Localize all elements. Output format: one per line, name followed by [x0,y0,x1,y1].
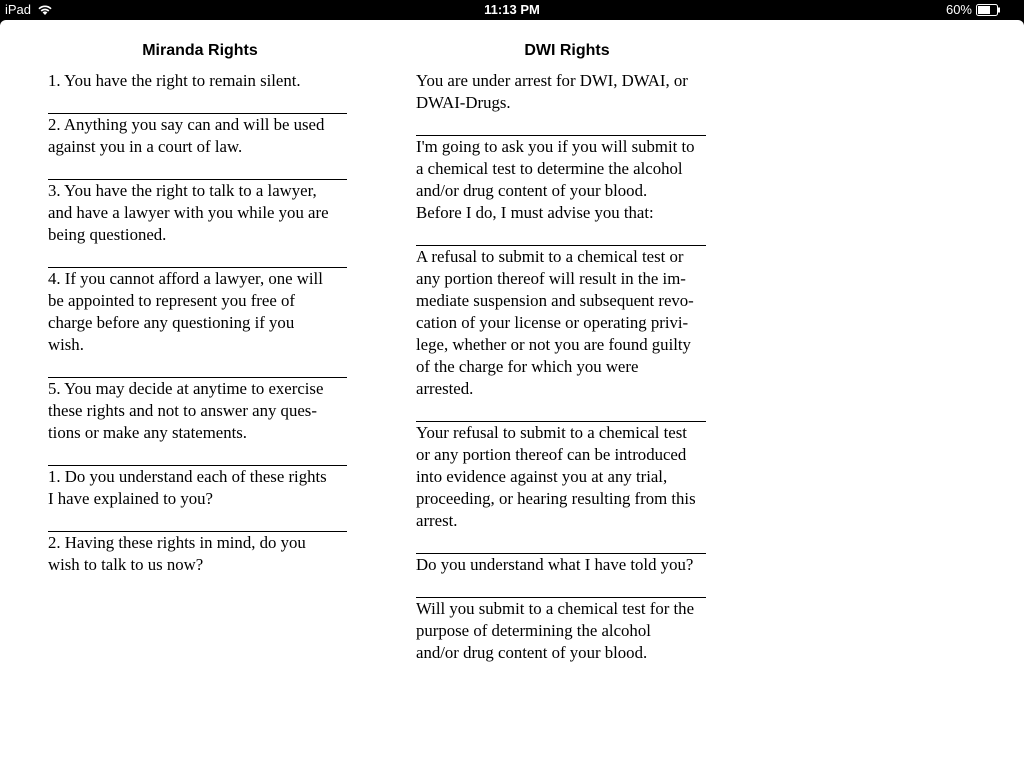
miranda-item: 1. You have the right to remain silent. [48,71,301,90]
battery-percentage: 60% [945,2,972,17]
dwi-rights-column [416,40,722,664]
miranda-question: 1. Do you understand each of these rights I have explained to you? [48,467,327,508]
answer-line [48,356,347,378]
dwi-question: Do you understand what I have told you? [416,555,694,574]
miranda-rights-column [48,40,354,576]
miranda-item: 3. You have the right to talk to a lawyer, and have a lawyer with you while you are being questioned. [48,181,329,244]
miranda-item: 2. Anything you say can and will be used against you in a court of law. [48,115,325,156]
device-name: iPad [5,2,32,17]
status-time: 11:13 PM [484,2,540,17]
answer-line [48,444,347,466]
battery-icon [976,4,1001,16]
answer-line [48,158,347,180]
dwi-item: Your refusal to submit to a chemical test or any portion thereof can be introduced into evidence against you at any trial, proceeding, or hearing resulting from this arrest. [416,423,696,530]
answer-line [416,114,706,136]
dwi-item: You are under arrest for DWI, DWAI, or DWAI-Drugs. [416,71,688,112]
dwi-item: A refusal to submit to a chemical test or any portion thereof will result in the im- mediate suspension and subsequent revo- cation of your license or operating privi- lege, whether or not you are found guilty of the charge for which you were arrested. [416,247,694,398]
answer-line [48,246,347,268]
answer-line [416,532,706,554]
miranda-question: 2. Having these rights in mind, do you wish to talk to us now? [48,533,306,574]
answer-line [416,224,706,246]
answer-line [416,576,706,598]
dwi-question: Will you submit to a chemical test for the purpose of determining the alcohol and/or drug content of your blood. [416,599,695,662]
dwi-rights-title: DWI Rights [524,42,610,59]
miranda-rights-title: Miranda Rights [142,42,258,59]
answer-line [416,400,706,422]
status-bar [0,0,1024,20]
answer-line [48,510,347,532]
answer-line [48,92,347,114]
dwi-item: I'm going to ask you if you will submit to a chemical test to determine the alcohol and/or drug content of your blood. Before I do, I must advise you that: [416,137,695,222]
miranda-item: 5. You may decide at anytime to exercise these rights and not to answer any ques- tions or make any statements. [48,379,324,442]
document-page [0,20,1024,768]
miranda-item: 4. If you cannot afford a lawyer, one will be appointed to represent you free of charge before any questioning if you wish. [48,269,323,354]
